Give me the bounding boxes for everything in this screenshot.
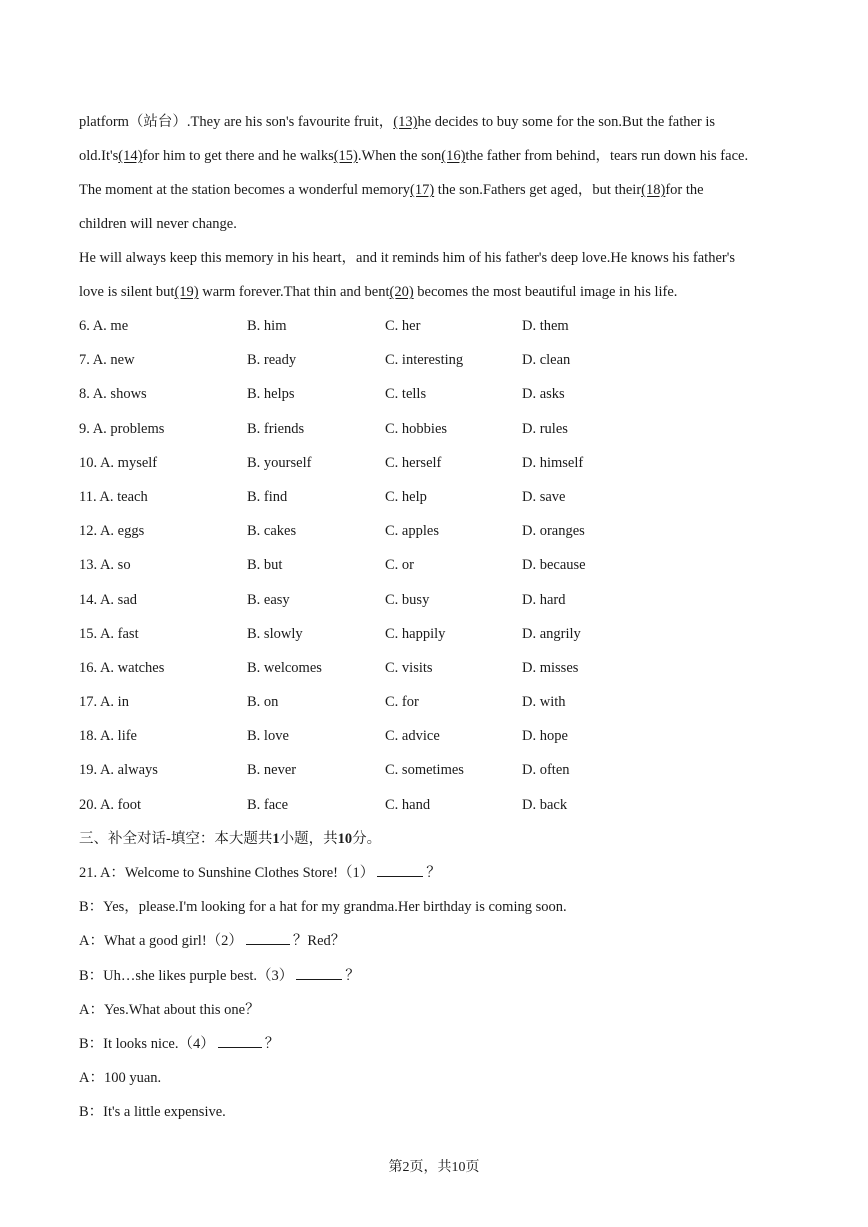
blank-15: (15) — [333, 148, 358, 164]
passage-line — [79, 209, 799, 243]
option-a: 7. A. new — [79, 352, 135, 369]
option-b: B. slowly — [247, 625, 303, 642]
passage-text: becomes the most beautiful image in his life. — [413, 284, 678, 300]
passage-text: warm forever.That thin and bent — [198, 284, 390, 300]
dialogue-text: ？ — [264, 1035, 280, 1052]
blank-14: (14) — [118, 148, 143, 164]
option-a: 19. A. always — [79, 762, 158, 779]
dialogue-text: 21. A：Welcome to Sunshine Clothes Store!（1） — [79, 865, 375, 881]
option-d: D. rules — [522, 420, 568, 437]
question-options — [79, 311, 719, 824]
option-c: C. help — [385, 488, 427, 505]
option-d: D. hope — [522, 728, 568, 745]
dialogue-line — [79, 1097, 779, 1131]
dialogue-text: B：It's a little expensive. — [79, 1104, 226, 1121]
blank-19: (19) — [174, 284, 199, 300]
question-row — [79, 585, 719, 619]
option-b: B. find — [247, 488, 288, 505]
passage-text: old.It's — [79, 148, 119, 164]
option-b: B. ready — [247, 352, 297, 369]
option-a: 9. A. problems — [79, 420, 165, 437]
passage-text: he decides to buy some for the son.But the father is — [417, 114, 716, 130]
option-a: 12. A. eggs — [79, 523, 145, 540]
blank-20: (20) — [389, 284, 414, 300]
passage-line — [79, 243, 799, 277]
dialogue-text: A：100 yuan. — [79, 1070, 162, 1087]
option-c: C. for — [385, 694, 419, 711]
passage-text: the son.Fathers get aged，but their — [434, 182, 642, 198]
question-row — [79, 311, 719, 345]
question-row — [79, 653, 719, 687]
section-text: 小题，共 — [279, 831, 338, 847]
option-d: D. clean — [522, 352, 571, 369]
option-c: C. happily — [385, 625, 446, 642]
blank-18: (18) — [641, 182, 666, 198]
option-a: 10. A. myself — [79, 454, 158, 471]
answer-blank-4 — [218, 1032, 262, 1048]
passage-text: children will never change. — [79, 216, 237, 232]
cloze-passage — [79, 107, 799, 311]
question-row — [79, 721, 719, 755]
question-row — [79, 687, 719, 721]
blank-17: (17) — [410, 182, 435, 198]
dialogue-line — [79, 892, 779, 926]
option-a: 6. A. me — [79, 318, 129, 334]
option-d: D. them — [522, 318, 569, 334]
option-d: D. save — [522, 488, 566, 505]
question-row — [79, 379, 719, 413]
dialogue-text: A：What a good girl!（2） — [79, 933, 243, 950]
answer-blank-3 — [296, 964, 342, 980]
dialogue-line — [79, 858, 779, 892]
option-a: 17. A. in — [79, 694, 129, 711]
option-d: D. often — [522, 762, 570, 779]
passage-line — [79, 175, 799, 209]
option-a: 20. A. foot — [79, 796, 142, 813]
option-d: D. back — [522, 796, 568, 813]
passage-text: The moment at the station becomes a wonderful memory — [79, 182, 410, 198]
option-c: C. apples — [385, 523, 439, 540]
passage-text: for him to get there and he walks — [142, 148, 334, 164]
passage-line — [79, 277, 799, 311]
option-a: 14. A. sad — [79, 591, 137, 608]
dialogue-line — [79, 1029, 779, 1063]
passage-line — [79, 141, 799, 175]
question-row — [79, 619, 719, 653]
question-row — [79, 414, 719, 448]
question-row — [79, 790, 719, 824]
option-b: B. helps — [247, 386, 295, 403]
option-b: B. friends — [247, 420, 305, 437]
passage-text: the father from behind，tears run down his face. — [465, 148, 749, 164]
section-heading — [79, 824, 381, 854]
blank-13: (13) — [393, 114, 418, 130]
option-b: B. love — [247, 728, 289, 745]
option-b: B. face — [247, 796, 289, 813]
question-row — [79, 345, 719, 379]
option-d: D. hard — [522, 591, 566, 608]
answer-blank-1 — [377, 861, 423, 877]
section-text: 三、补全对话-填空：本大题共 — [79, 831, 273, 847]
option-c: C. advice — [385, 728, 440, 745]
dialogue-text: B：Yes，please.I'm looking for a hat for my grandma.Her birthday is coming soon. — [79, 899, 567, 916]
section-score: 10 — [337, 831, 353, 847]
dialogue — [79, 858, 779, 1132]
dialogue-text: A：Yes.What about this one？ — [79, 1001, 260, 1018]
option-c: C. hand — [385, 796, 431, 813]
option-c: C. tells — [385, 386, 427, 403]
page-footer: 第2页，共10页 — [388, 1160, 480, 1175]
option-c: C. hobbies — [385, 420, 448, 437]
option-d: D. angrily — [522, 625, 581, 642]
option-a: 11. A. teach — [79, 488, 148, 505]
passage-line — [79, 107, 799, 141]
passage-text: .When the son — [357, 148, 442, 164]
option-d: D. oranges — [522, 523, 585, 540]
option-d: D. himself — [522, 454, 584, 471]
option-a: 18. A. life — [79, 728, 137, 745]
option-c: C. or — [385, 557, 414, 574]
option-b: B. easy — [247, 591, 290, 608]
passage-text: for the — [665, 182, 704, 198]
option-b: B. never — [247, 762, 297, 779]
question-row — [79, 755, 719, 789]
option-a: 8. A. shows — [79, 386, 147, 403]
question-row — [79, 448, 719, 482]
blank-16: (16) — [441, 148, 466, 164]
option-c: C. interesting — [385, 352, 464, 369]
option-b: B. but — [247, 557, 283, 574]
option-b: B. cakes — [247, 523, 297, 540]
option-a: 13. A. so — [79, 557, 131, 574]
question-row — [79, 550, 719, 584]
answer-blank-2 — [246, 929, 290, 945]
option-c: C. sometimes — [385, 762, 464, 779]
option-d: D. because — [522, 557, 586, 574]
passage-text: platform（站台）.They are his son's favourite fruit， — [79, 114, 394, 130]
dialogue-text: ？Red？ — [292, 933, 346, 950]
option-c: C. visits — [385, 659, 433, 676]
option-c: C. her — [385, 318, 421, 334]
dialogue-line — [79, 1063, 779, 1097]
passage-text: He will always keep this memory in his heart，and it reminds him of his father's deep love.He knows his father's — [79, 250, 735, 266]
option-b: B. welcomes — [247, 659, 322, 676]
option-c: C. busy — [385, 591, 430, 608]
dialogue-text: ？ — [426, 865, 441, 881]
section-text: 分。 — [352, 831, 382, 847]
option-b: B. him — [247, 318, 287, 334]
option-b: B. yourself — [247, 454, 312, 471]
option-a: 15. A. fast — [79, 625, 139, 642]
option-d: D. misses — [522, 659, 579, 676]
dialogue-line — [79, 995, 779, 1029]
option-d: D. with — [522, 694, 566, 711]
option-b: B. on — [247, 694, 279, 711]
question-row — [79, 516, 719, 550]
dialogue-line — [79, 961, 779, 995]
option-c: C. herself — [385, 454, 442, 471]
question-row — [79, 482, 719, 516]
dialogue-line — [79, 926, 779, 960]
dialogue-text: B：It looks nice.（4） — [79, 1035, 215, 1052]
option-a: 16. A. watches — [79, 659, 165, 676]
passage-text: love is silent but — [79, 284, 175, 300]
section-count: 1 — [272, 831, 280, 847]
dialogue-text: B：Uh…she likes purple best.（3） — [79, 967, 294, 984]
option-d: D. asks — [522, 386, 565, 403]
dialogue-text: ？ — [345, 967, 360, 984]
